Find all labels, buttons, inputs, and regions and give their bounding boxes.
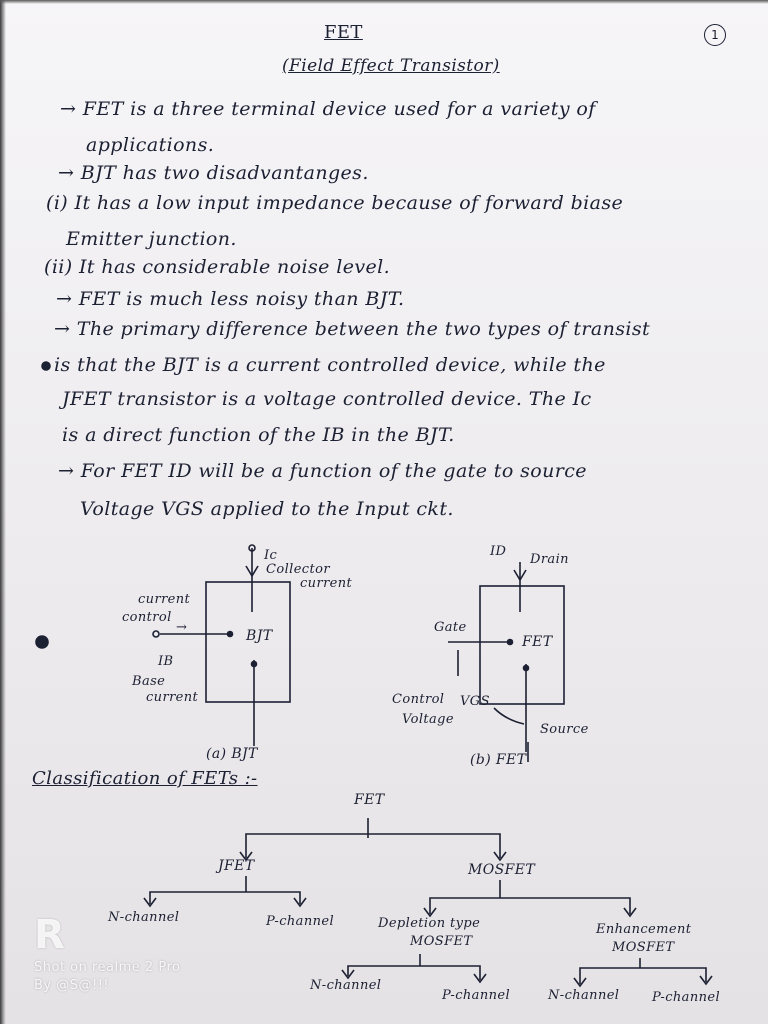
note-line-3: → BJT has two disadvantanges. bbox=[58, 162, 369, 184]
camera-watermark-line2: By @S@!!! bbox=[34, 978, 110, 993]
page-subtitle: (Field Effect Transistor) bbox=[282, 56, 500, 76]
fet-source-label: Source bbox=[540, 722, 589, 737]
tree-mosfet-branch bbox=[430, 898, 630, 914]
bjt-ic-label: Ic bbox=[264, 548, 278, 563]
page-number: 1 bbox=[704, 24, 726, 46]
bjt-current-label: current bbox=[138, 592, 191, 607]
note-line-4: (i) It has a low input impedance because of forward biase bbox=[46, 192, 624, 214]
fet-device-label: FET bbox=[522, 634, 553, 650]
note-line-2: applications. bbox=[86, 134, 215, 156]
fet-voltage-label: Voltage bbox=[402, 712, 454, 727]
tree-node-enh-n: N-channel bbox=[548, 988, 620, 1003]
note-line-10: JFET transistor is a voltage controlled device. The Ic bbox=[62, 388, 592, 410]
bjt-collector-label: Collector bbox=[266, 562, 330, 577]
note-line-8: → The primary difference between the two types of transist bbox=[54, 318, 651, 340]
bjt-base-label: Base bbox=[132, 674, 166, 689]
tree-node-depletion-mosfet: MOSFET bbox=[410, 934, 473, 949]
page-title: FET bbox=[324, 22, 363, 43]
bjt-base-arrow-label: → bbox=[176, 620, 188, 635]
note-line-5: Emitter junction. bbox=[66, 228, 237, 250]
fet-id-label: ID bbox=[490, 544, 507, 559]
fet-source-node bbox=[524, 666, 529, 671]
fet-gate-node bbox=[508, 640, 513, 645]
fet-vgs-curve bbox=[494, 708, 524, 724]
fet-gate-label: Gate bbox=[434, 620, 467, 635]
bjt-device-label: BJT bbox=[246, 628, 273, 644]
bjt-ib-label: IB bbox=[158, 654, 174, 669]
tree-node-dep-n: N-channel bbox=[310, 978, 382, 993]
tree-node-dep-p: P-channel bbox=[442, 988, 511, 1003]
bjt-base-node bbox=[228, 632, 233, 637]
bjt-base-current-label: current bbox=[146, 690, 199, 705]
bjt-emitter-node bbox=[252, 662, 257, 667]
camera-watermark-logo: R bbox=[34, 912, 65, 958]
tree-root-fet: FET bbox=[354, 792, 385, 808]
bjt-control-label: control bbox=[122, 610, 172, 625]
note-line-9: is that the BJT is a current controlled device, while the bbox=[54, 354, 606, 376]
fet-vgs-label: VGS bbox=[460, 694, 490, 709]
note-line-13: Voltage VGS applied to the Input ckt. bbox=[80, 498, 454, 520]
bullet-dot bbox=[36, 636, 48, 648]
fet-control-label: Control bbox=[392, 692, 445, 707]
note-line-7: → FET is much less noisy than BJT. bbox=[56, 288, 405, 310]
fet-drain-label: Drain bbox=[530, 552, 569, 567]
tree-node-enhancement: Enhancement bbox=[596, 922, 692, 937]
note-line-1: → FET is a three terminal device used for a variety of bbox=[60, 98, 596, 120]
tree-node-depletion: Depletion type bbox=[378, 916, 481, 931]
classification-heading: Classification of FETs :- bbox=[32, 768, 258, 789]
tree-level1-branch bbox=[246, 834, 500, 858]
note-line-6: (ii) It has considerable noise level. bbox=[44, 256, 391, 278]
bjt-caption: (a) BJT bbox=[206, 746, 258, 762]
tree-node-jfet-p: P-channel bbox=[266, 914, 335, 929]
bjt-base-terminal bbox=[153, 631, 159, 637]
tree-node-enh-p: P-channel bbox=[652, 990, 721, 1005]
fet-caption: (b) FET bbox=[470, 752, 527, 768]
bullet-dot bbox=[42, 362, 50, 370]
camera-watermark-line1: Shot on realme 2 Pro bbox=[34, 960, 181, 975]
tree-node-enhancement-mosfet: MOSFET bbox=[612, 940, 675, 955]
tree-node-jfet: JFET bbox=[218, 858, 255, 874]
tree-node-jfet-n: N-channel bbox=[108, 910, 180, 925]
tree-node-mosfet: MOSFET bbox=[468, 862, 536, 878]
tree-enhancement-branch bbox=[580, 968, 706, 984]
note-line-12: → For FET ID will be a function of the gate to source bbox=[58, 460, 587, 482]
tree-jfet-branch bbox=[150, 892, 300, 904]
note-line-11: is a direct function of the IB in the BJT. bbox=[62, 424, 455, 446]
bjt-collector-current-label: current bbox=[300, 576, 353, 591]
